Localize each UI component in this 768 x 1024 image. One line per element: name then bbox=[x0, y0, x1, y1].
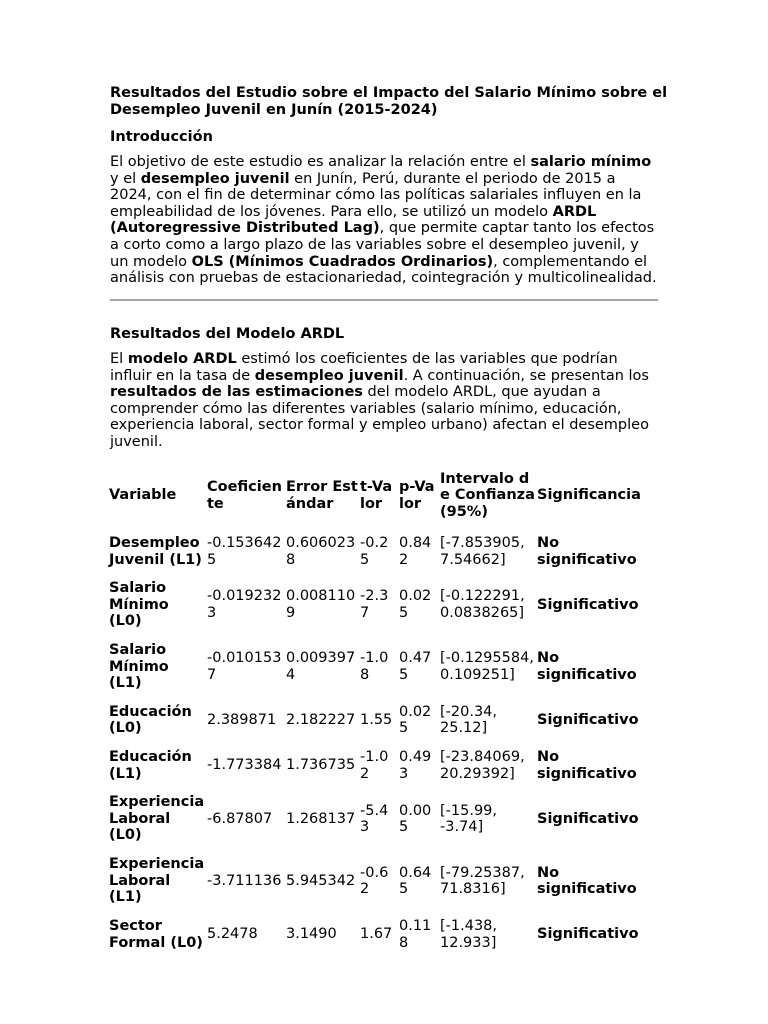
text-run: y el bbox=[110, 170, 141, 187]
cell-significance: No significativo bbox=[537, 864, 637, 898]
cell-coefficient: -1.773384 bbox=[207, 757, 282, 774]
cell-p-value: 0.005 bbox=[399, 802, 432, 836]
bold-text-run: salario mínimo bbox=[530, 154, 652, 170]
cell-confidence-interval: [-0.1295584, 0.109251] bbox=[440, 650, 534, 683]
table-row bbox=[108, 529, 656, 574]
cell-t-value: 1.67 bbox=[360, 926, 393, 943]
table-row bbox=[108, 743, 656, 788]
cell-p-value: 0.475 bbox=[399, 650, 432, 683]
header-std-error: Error Estándar bbox=[286, 478, 358, 512]
results-heading: Resultados del Modelo ARDL bbox=[110, 326, 345, 342]
cell-coefficient: -0.0192323 bbox=[207, 588, 282, 622]
cell-variable: Desempleo Juvenil (L1) bbox=[109, 535, 202, 568]
cell-t-value: 1.55 bbox=[360, 712, 393, 729]
cell-t-value: -1.08 bbox=[360, 650, 389, 683]
cell-significance: Significativo bbox=[537, 926, 639, 943]
header-significance: Significancia bbox=[537, 487, 641, 504]
table-header-row bbox=[108, 462, 656, 529]
cell-t-value: -2.37 bbox=[360, 588, 389, 622]
document-title: Resultados del Estudio sobre el Impacto del Salario Mínimo sobre el Desempleo Juvenil en Junín (2015-2024) bbox=[110, 85, 668, 118]
cell-confidence-interval: [-15.99, -3.74] bbox=[440, 802, 498, 836]
results-table bbox=[108, 462, 656, 957]
text-run: estimó los coeficientes de las variables que podrían influir en la tasa de bbox=[110, 351, 618, 384]
bold-text-run: OLS (Mínimos Cuadrados Ordinarios) bbox=[191, 253, 494, 270]
cell-confidence-interval: [-7.853905, 7.54662] bbox=[440, 535, 525, 568]
cell-confidence-interval: [-0.122291, 0.0838265] bbox=[440, 588, 525, 622]
text-run: El objetivo de este estudio es analizar la relación entre el bbox=[110, 154, 531, 170]
header-t-value: t-Valor bbox=[360, 478, 393, 512]
results-paragraph bbox=[110, 351, 658, 451]
header-confidence-interval: Intervalo de Confianza (95%) bbox=[440, 470, 535, 520]
cell-t-value: -1.02 bbox=[360, 748, 389, 782]
bold-text-run: resultados de las estimaciones bbox=[110, 384, 363, 401]
text-run: en Junín, Perú, durante el periodo de 2015 a 2024, con el fin de determinar cómo las políticas salariales influyen en la empleabilidad de los jóvenes. Para ello, se utilizó un modelo bbox=[110, 170, 642, 220]
cell-p-value: 0.493 bbox=[399, 748, 432, 782]
cell-coefficient: -6.87807 bbox=[207, 810, 273, 827]
cell-std-error: 0.6060238 bbox=[286, 535, 356, 568]
cell-confidence-interval: [-79.25387, 71.8316] bbox=[440, 864, 525, 898]
bold-text-run: desempleo juvenil bbox=[140, 170, 290, 187]
cell-variable: Educación (L1) bbox=[109, 748, 192, 782]
cell-variable: Experiencia Laboral (L1) bbox=[109, 856, 205, 906]
table-row bbox=[108, 698, 656, 743]
cell-p-value: 0.842 bbox=[399, 535, 432, 568]
cell-coefficient: -3.711136 bbox=[207, 872, 282, 889]
cell-confidence-interval: [-23.84069, 20.29392] bbox=[440, 748, 525, 782]
cell-coefficient: -0.1536425 bbox=[207, 535, 282, 568]
text-run: del modelo ARDL, que ayudan a comprender cómo las diferentes variables (salario mínimo, educación, experiencia laboral, sector formal y empleo urbano) afectan el desempleo juvenil. bbox=[110, 384, 649, 450]
cell-t-value: -5.43 bbox=[360, 802, 389, 836]
cell-std-error: 3.1490 bbox=[286, 926, 337, 943]
cell-variable: Experiencia Laboral (L0) bbox=[109, 794, 205, 844]
text-run: , complementando el análisis con pruebas de estacionariedad, cointegración y multicolinealidad. bbox=[110, 253, 657, 287]
cell-significance: No significativo bbox=[537, 650, 637, 683]
cell-coefficient: 2.389871 bbox=[207, 712, 277, 729]
cell-significance: Significativo bbox=[537, 810, 639, 827]
cell-std-error: 1.736735 bbox=[286, 757, 356, 774]
bold-text-run: ARDL (Autoregressive Distributed Lag) bbox=[110, 203, 597, 237]
cell-significance: No significativo bbox=[537, 748, 637, 782]
cell-significance: Significativo bbox=[537, 712, 639, 729]
bold-text-run: desempleo juvenil bbox=[254, 367, 404, 384]
cell-p-value: 0.118 bbox=[399, 918, 432, 951]
cell-std-error: 0.0093974 bbox=[286, 650, 356, 683]
table-row bbox=[108, 912, 656, 957]
cell-variable: Sector Formal (L0) bbox=[109, 918, 203, 951]
table-row bbox=[108, 636, 656, 698]
cell-coefficient: 5.2478 bbox=[207, 926, 258, 943]
cell-p-value: 0.025 bbox=[399, 588, 432, 622]
table-row bbox=[108, 574, 656, 636]
text-run: . A continuación, se presentan los bbox=[403, 367, 649, 384]
cell-variable: Educación (L0) bbox=[109, 703, 192, 737]
header-coefficient: Coeficiente bbox=[207, 478, 282, 512]
table-row bbox=[108, 788, 656, 850]
bold-text-run: modelo ARDL bbox=[127, 351, 237, 367]
cell-coefficient: -0.0101537 bbox=[207, 650, 282, 683]
text-run: El bbox=[110, 351, 128, 367]
cell-t-value: -0.25 bbox=[360, 535, 389, 568]
section-divider bbox=[110, 299, 658, 301]
header-p-value: p-Valor bbox=[399, 478, 435, 512]
cell-std-error: 0.0081109 bbox=[286, 588, 356, 622]
cell-significance: No significativo bbox=[537, 535, 637, 568]
cell-t-value: -0.62 bbox=[360, 864, 389, 898]
cell-confidence-interval: [-20.34, 25.12] bbox=[440, 703, 498, 737]
cell-significance: Significativo bbox=[537, 596, 639, 613]
header-variable: Variable bbox=[109, 487, 177, 504]
cell-std-error: 5.945342 bbox=[286, 872, 356, 889]
table-row bbox=[108, 850, 656, 912]
cell-std-error: 1.268137 bbox=[286, 810, 356, 827]
cell-confidence-interval: [-1.438, 12.933] bbox=[440, 918, 498, 951]
cell-variable: Salario Mínimo (L1) bbox=[109, 641, 169, 692]
text-run: , que permite captar tanto los efectos a corto como a largo plazo de las variables sobre el desempleo juvenil, y un modelo bbox=[110, 220, 655, 270]
cell-std-error: 2.182227 bbox=[286, 712, 356, 729]
cell-variable: Salario Mínimo (L0) bbox=[109, 580, 169, 630]
intro-paragraph bbox=[110, 154, 658, 287]
intro-heading: Introducción bbox=[110, 129, 213, 145]
cell-p-value: 0.645 bbox=[399, 864, 432, 898]
cell-p-value: 0.025 bbox=[399, 703, 432, 737]
